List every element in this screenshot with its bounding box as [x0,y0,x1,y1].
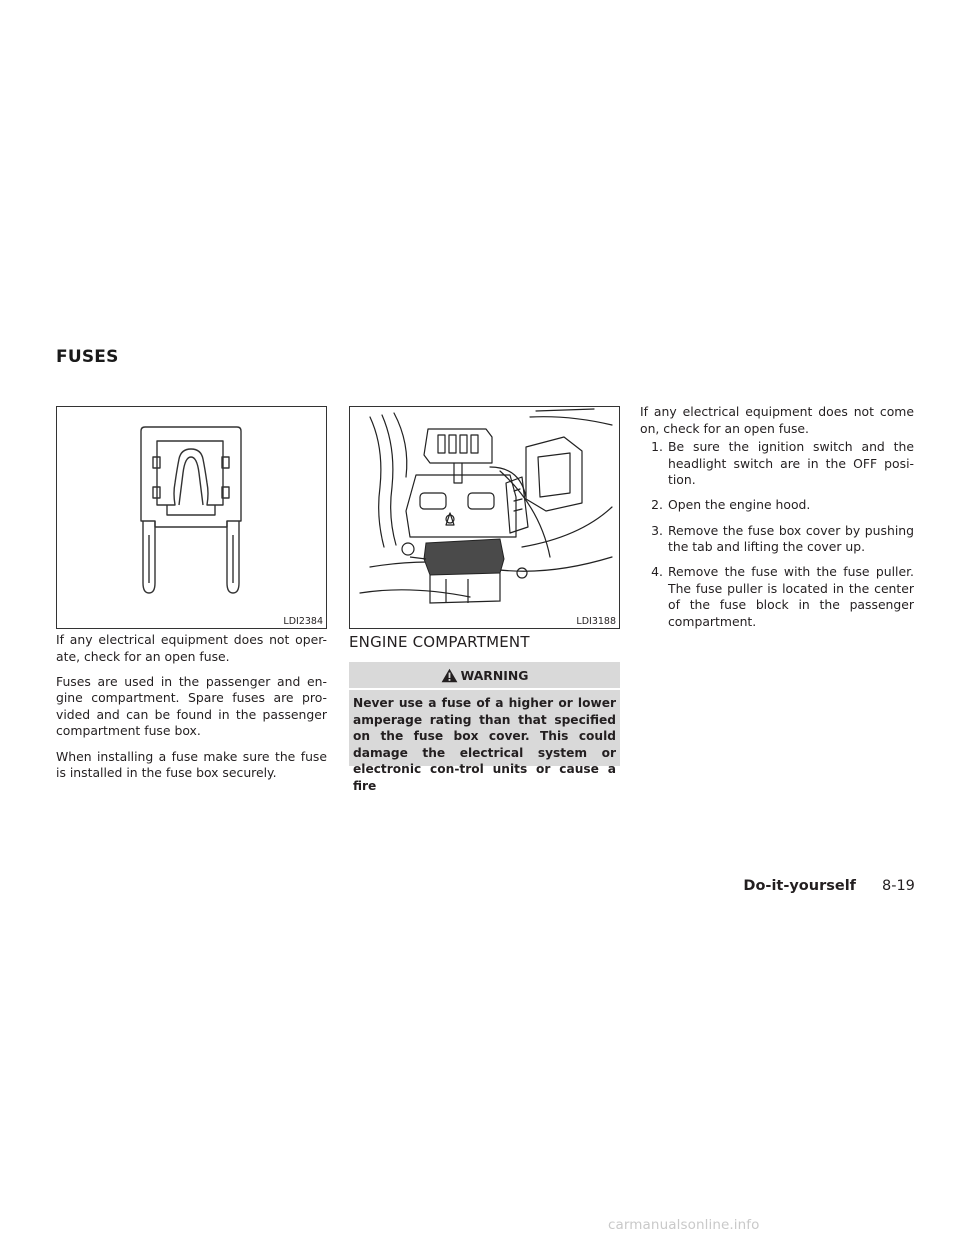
list-item [640,564,914,630]
step-number: 4. [651,564,663,580]
engine-compartment-illustration [350,407,618,627]
page-number: 8-19 [882,878,915,894]
step-text: Be sure the ignition switch and the headlight switch are in the OFF posi-tion. [668,439,914,488]
steps-list [640,439,914,630]
list-item [640,497,914,514]
step-number: 2. [651,497,663,513]
intro-paragraph: If any electrical equipment does not come on, check for an open fuse. [640,404,914,436]
section-title: FUSES [56,347,119,367]
step-text: Remove the fuse box cover by pushing the tab and lifting the cover up. [668,522,914,555]
engine-compartment-heading: ENGINE COMPARTMENT [349,633,530,651]
engine-figure [349,406,620,629]
warning-header [349,662,620,690]
warning-box [349,662,620,793]
step-number: 3. [651,522,663,538]
figure-label-fuse: LDI2384 [283,616,323,627]
footer-section-name: Do-it-yourself [743,878,856,894]
list-item [640,439,914,489]
paragraph: When installing a fuse make sure the fuse is installed in the fuse box securely. [56,748,327,781]
list-item [640,523,914,556]
fuse-figure [56,406,327,629]
fuse-box-highlight [424,539,504,575]
warning-text: Never use a fuse of a higher or lower amperage rating than that specified on the fuse box cover. This could damage the electrical system or electronic con-trol units or cause a fire [353,696,616,793]
warning-triangle-icon [441,668,458,683]
left-column [56,632,327,790]
watermark: carmanualsonline.info [608,1217,760,1233]
step-text: Remove the fuse with the fuse puller. The fuse puller is located in the center of the fuse block in the passenger compartment. [668,564,914,630]
right-column [640,404,914,639]
step-number: 1. [651,439,663,455]
fuse-illustration [57,407,325,627]
paragraph: If any electrical equipment does not oper-ate, check for an open fuse. [56,632,327,664]
paragraph: Fuses are used in the passenger and en-gine compartment. Spare fuses are pro-vided and can be found in the passenger compartment fuse box. [56,673,327,739]
warning-title: WARNING [460,667,529,683]
figure-label-engine: LDI3188 [576,616,616,627]
step-text: Open the engine hood. [668,497,811,513]
